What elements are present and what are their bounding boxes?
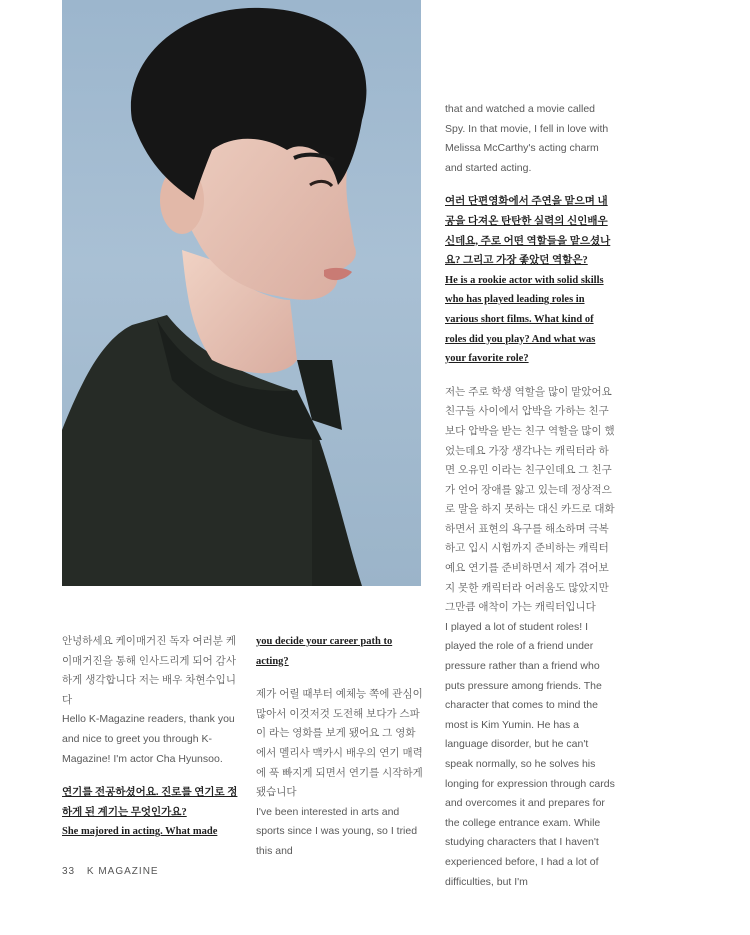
answer-career-en-cont: that and watched a movie called Spy. In that movie, I fell in love with Melissa McCarthy's acting charm and started acting. (445, 103, 609, 174)
answer-intro-ko: 안녕하세요 케이매거진 독자 여러분 케이매거진을 통해 인사드리게 되어 감사하게 생각합니다 저는 배우 차현수입니다 (62, 635, 236, 706)
middle-column (256, 632, 424, 862)
portrait-illustration (62, 0, 421, 586)
answer-career-en: I've been interested in arts and sports since I was young, so I tried this and (256, 805, 418, 857)
question-major-en: She majored in acting. What made (62, 826, 218, 838)
magazine-brand: K MAGAZINE (86, 866, 159, 877)
page-number: 33 (62, 866, 76, 877)
answer-career-ko: 제가 어릴 때부터 예체능 쪽에 관심이 많아서 이것저것 도전해 보다가 스파이 라는 영화를 보게 됐어요 그 영화에서 멜리사 맥카시 배우의 연기 매력에 푹 빠지게 되면서 연기를 시작하게 됐습니다 (256, 688, 423, 799)
question-career-en: you decide your career path to acting? (256, 636, 393, 667)
question-roles-en: He is a rookie actor with solid skills who has played leading roles in various short films. What kind of roles did you play? And what was your favorite role? (445, 274, 604, 365)
question-major-ko: 연기를 전공하셨어요. 진로를 연기로 정하게 된 계기는 무엇인가요? (62, 787, 238, 818)
answer-roles-ko: 저는 주로 학생 역할을 많이 맡았어요 친구들 사이에서 압박을 가하는 친구보다 압박을 받는 친구 역할을 많이 했었는데요 가장 생각나는 캐릭터라 하면 오유민 이라는 친구인데요 그 친구가 언어 장애를 앓고 있는데 정상적으로 말을 하지 못하는 대신 카드로 대화하면서 표현의 욕구를 해소하며 극복하고 입시 시험까지 준비하는 캐릭터예요 연기를 준비하면서 제가 겪어보지 못한 캐릭터라 어려움도 많았지만 그만큼 애착이 가는 캐릭터입니다 (445, 385, 615, 614)
question-roles-ko: 여러 단편영화에서 주연을 맡으며 내공을 다져온 탄탄한 실력의 신인배우신데요, 주로 어떤 역할들을 맡으셨나요? 그리고 가장 좋았던 역할은? (445, 196, 611, 267)
portrait-photo (62, 0, 421, 586)
left-column (62, 632, 240, 842)
page-footer (62, 866, 167, 877)
answer-intro-en: Hello K-Magazine readers, thank you and nice to greet you through K-Magazine! I'm actor Cha Hyunsoo. (62, 713, 235, 765)
answer-roles-en: I played a lot of student roles! I played the role of a friend under pressure rather than a friend who puts pressure among friends. The character that comes to mind the most is Kim Yumin. He has a language disorder, but he can't speak normally, so he solves his longing for expression through cards and overcomes it and prepares for the college entrance exam. While studying characters that I haven't experienced before, I had a lot of difficulties, but I'm (445, 620, 615, 888)
right-column (445, 100, 615, 892)
